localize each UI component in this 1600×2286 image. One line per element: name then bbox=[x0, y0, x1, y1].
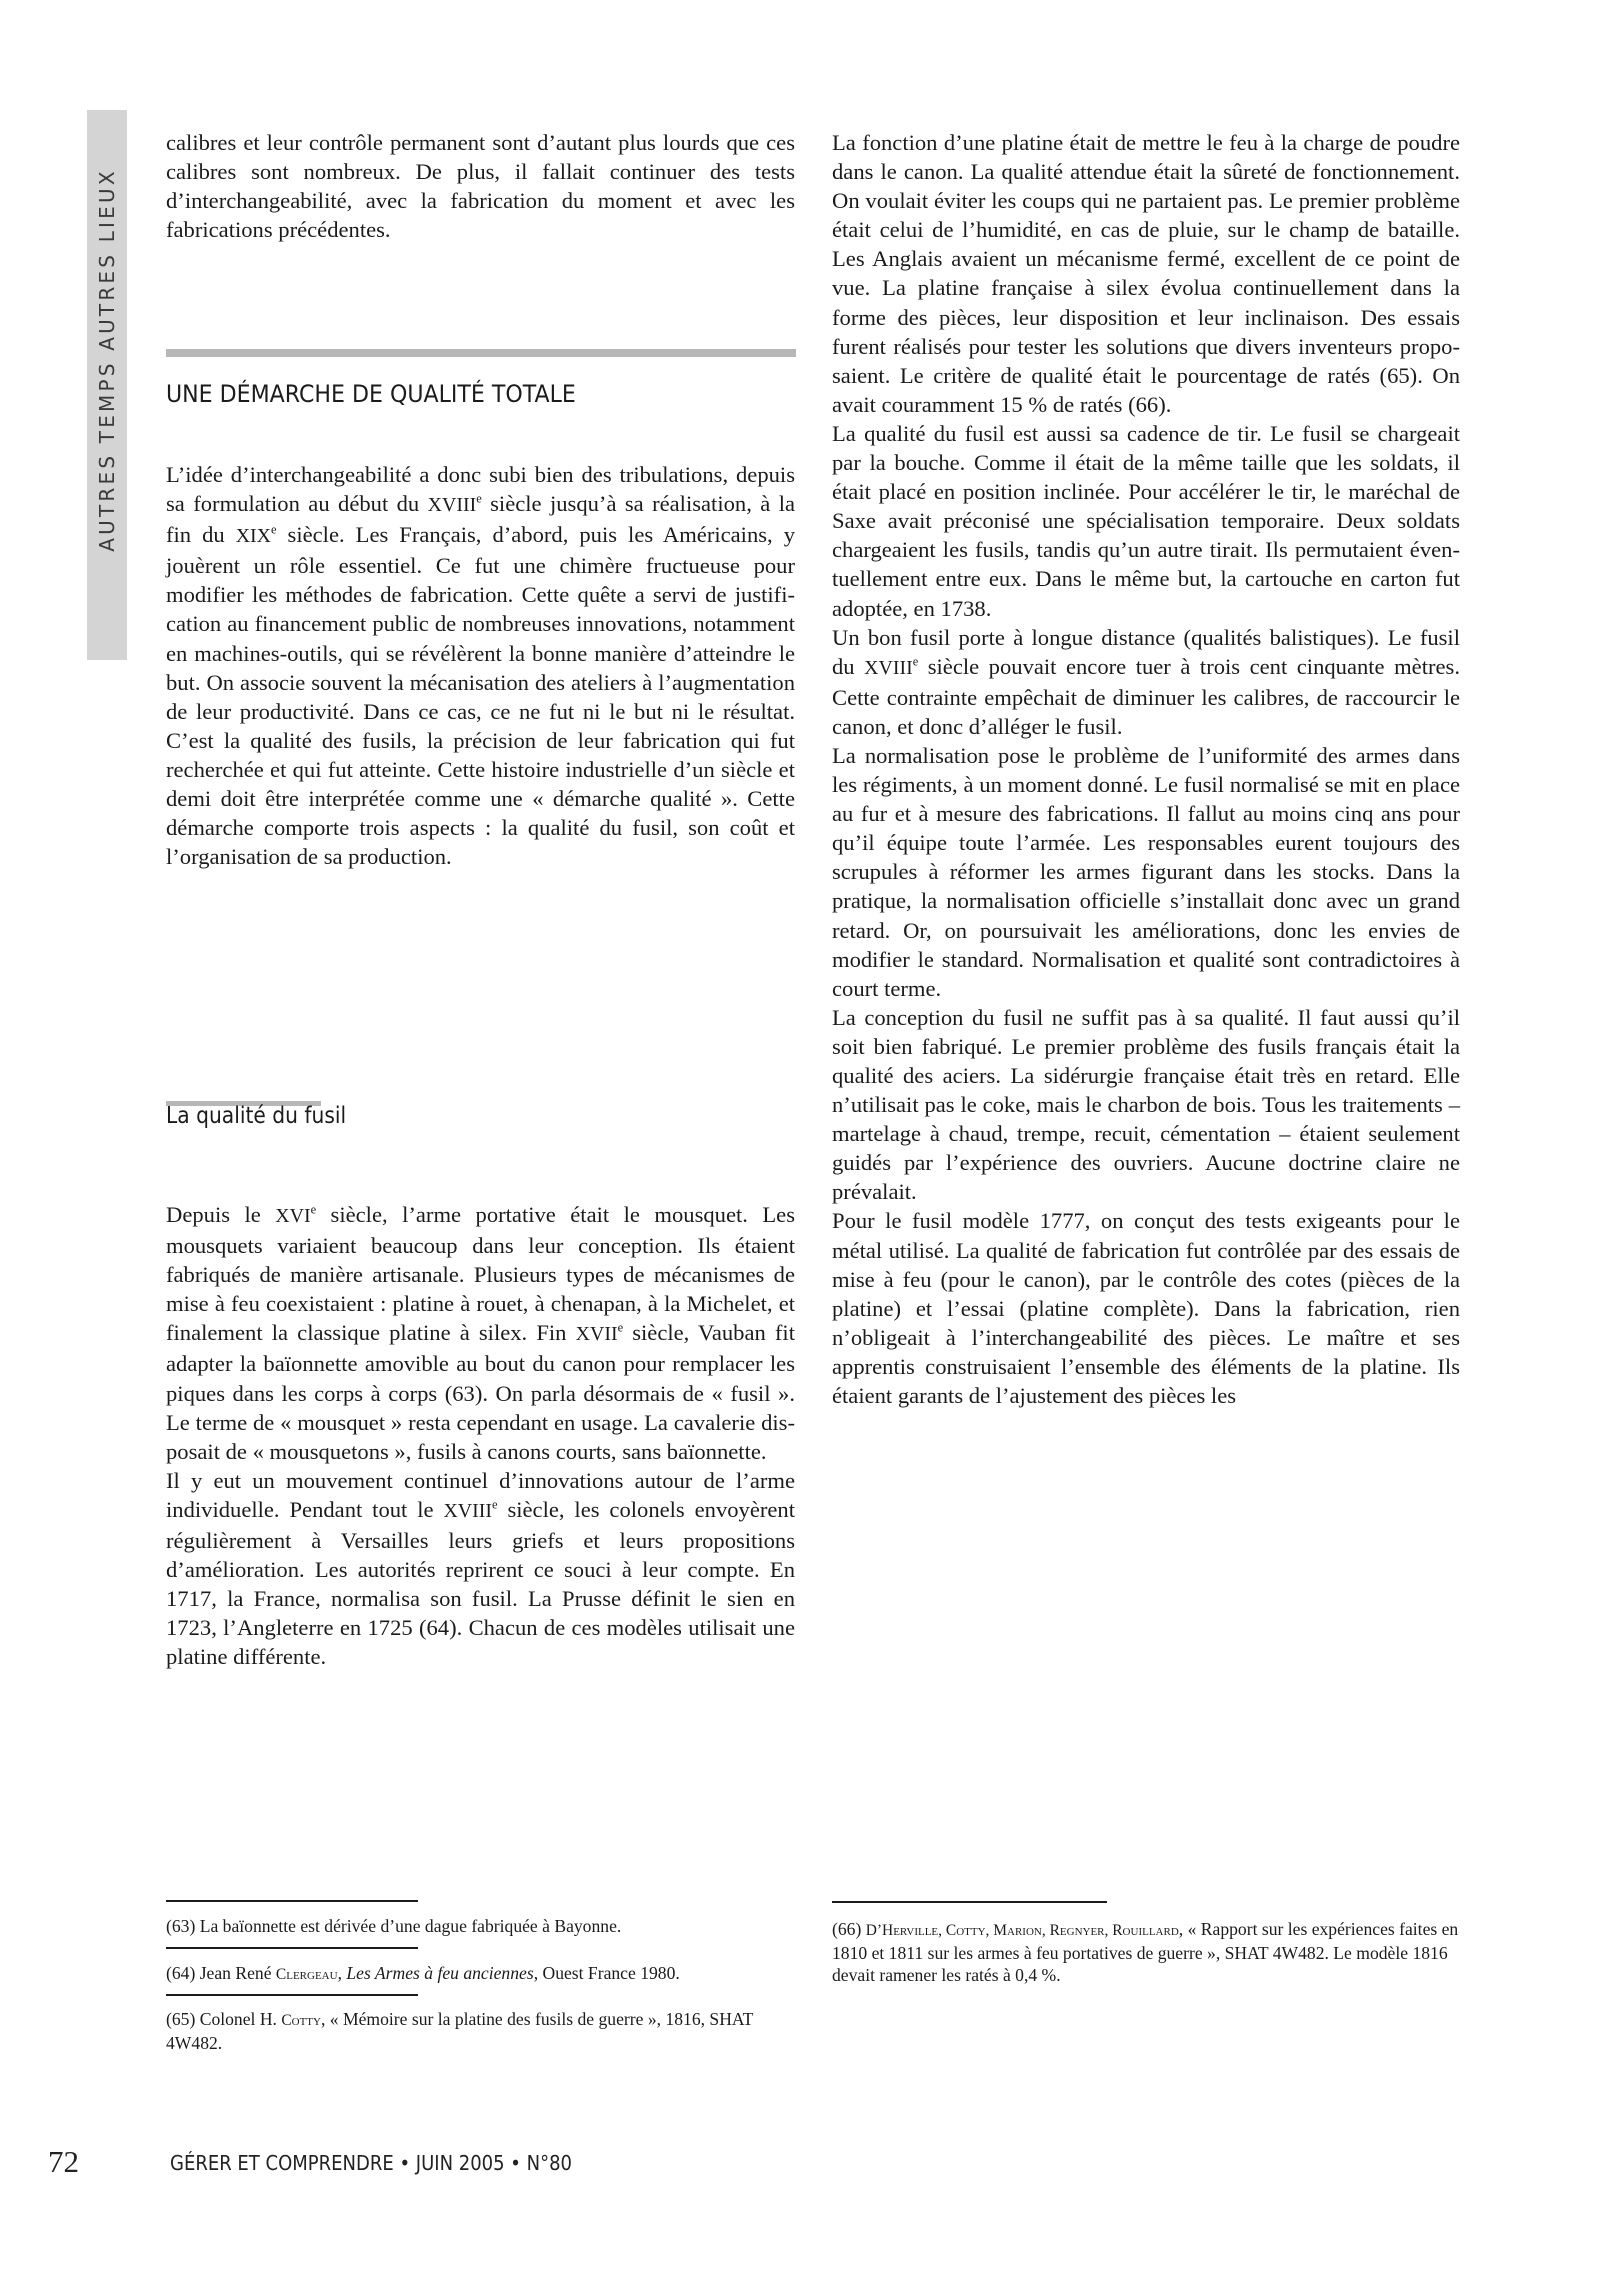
text-run: L’idée d’interchangeabilité a donc subi bien des tribulations, depuis sa formulation au début du bbox=[166, 462, 795, 517]
paragraph-mousquet bbox=[166, 1200, 795, 1466]
text-run: , Ouest France 1980. bbox=[533, 1963, 680, 1983]
text-run: (66) bbox=[832, 1919, 866, 1939]
paragraph-cadence: La qualité du fusil est aussi sa cadence de tir. Le fusil se chargeait par la bouche. Comme il était de la même taille que les soldats, il était placé en position inclinée. Pour accélérer le tir, le maréchal de Saxe avait préconisé une spécialisation temporaire. Deux soldats chargeaient les fusils, tandis qu’un autre tirait. Ils permutaient éventuellement entre eux. Dans le même but, la cartouche en carton fut adoptée, en 1738. bbox=[832, 420, 1460, 621]
text-run: siècle jusqu’à sa réalisation, à la fin du bbox=[166, 491, 795, 548]
paragraph-normalisation: La normalisation pose le problème de l’uniformité des armes dans les régiments, à un moment donné. Le fusil normalisé se mit en place au fur et à mesure des fabrications. Il fallut au moins cinq ans pour qu’il équipe toute l’armée. Les responsables eurent toujours des scrupules à réformer les armes figurant dans les stocks. Dans la pratique, la normalisation officielle s’installait donc avec un grand retard. Or, on poursuivait les améliorations, donc les envies de modifier le standard. Normalisation et qualité sont contradictoires à court terme. bbox=[832, 742, 1460, 1001]
section-rule bbox=[166, 349, 796, 357]
century-numeral: XVIII bbox=[427, 494, 477, 517]
running-head: AUTRES TEMPS AUTRES LIEUX bbox=[95, 168, 119, 552]
left-column-section bbox=[166, 460, 795, 871]
century-numeral: XVIII bbox=[864, 656, 913, 679]
text-run: Un bon fusil porte à longue distance (qualités balistiques). Le fusil du bbox=[832, 624, 1460, 679]
footnote-underline bbox=[166, 1947, 418, 1949]
author-names: D’Herville, Cotty, Marion, Regnyer, Rouillard bbox=[865, 1922, 1179, 1939]
book-title: Les Armes à feu anciennes bbox=[346, 1963, 534, 1983]
text-run: , bbox=[337, 1963, 347, 1983]
text-run: siècle, Vauban fit adapter la baïonnette amovible au bout du canon pour remplacer les piques dans les corps à corps (63). On parla désormais de « fusil ». Le terme de « mousquet » resta cependant en usage. La cavalerie disposait de « mousquetons », fusils à canons courts, sans baïonnette. bbox=[166, 1320, 795, 1464]
author-name: Cotty bbox=[281, 2012, 321, 2029]
superscript: e bbox=[492, 1497, 498, 1512]
text-run: , « Rapport sur les expériences faites en 1810 et 1811 sur les armes à feu portatives de guerre », SHAT 4W482. Le modèle 1816 devait ramener les ratés à 0,4 %. bbox=[832, 1919, 1459, 1985]
left-column-intro bbox=[166, 128, 795, 244]
paragraph-interchangeabilite bbox=[166, 460, 795, 871]
superscript: e bbox=[271, 522, 277, 537]
footnote-65 bbox=[166, 2008, 796, 2054]
text-run: siècle, les colonels envoyèrent régulièrement à Versailles leurs griefs et leurs propositions d’amélioration. Les autorités reprirent ce souci à leur compte. En 1717, la France, normalisa son fusil. La Prusse définit le sien en 1723, l’Angleterre en 1725 (64). Chacun de ces modèles utilisait une platine différente. bbox=[166, 1496, 795, 1670]
text-run: siècle, l’arme portative était le mousquet. Les mousquets variaient beaucoup dans leur conception. Ils étaient fabriqués de manière artisanale. Plusieurs types de mécanismes de mise à feu coexistaient : platine à rouet, à chenapan, à la Michelet, et finalement la classique platine à silex. Fin bbox=[166, 1202, 795, 1346]
century-numeral: XVI bbox=[275, 1205, 311, 1227]
paragraph-1777: Pour le fusil modèle 1777, on conçut des tests exigeants pour le métal utilisé. La qualité de fabrication fut contrôlée par des essais de mise à feu (pour le canon), par le contrôle des cotes (pièces de la platine) et l’essai (platine complète). Dans la fabrication, rien n’obligeait à l’interchangeabilité des pièces. Le maître et ses apprentis construisaient l’ensemble des éléments de la platine. Ils étaient garants de l’ajustement des pièces les bbox=[832, 1208, 1460, 1409]
subheading: La qualité du fusil bbox=[166, 1103, 347, 1129]
text-run: Il y eut un mouvement continuel d’innovations autour de l’arme individuelle. Pendant tout le bbox=[166, 1467, 795, 1522]
paragraph-portee bbox=[832, 623, 1460, 741]
superscript: e bbox=[617, 1320, 624, 1335]
footnote-underline bbox=[166, 1994, 418, 1996]
footnote-separator-right bbox=[832, 1901, 1107, 1903]
footnote-text bbox=[832, 1918, 1462, 1986]
author-name: Clergeau bbox=[275, 1966, 338, 1983]
footnote-text bbox=[166, 2008, 796, 2054]
section-heading: UNE DÉMARCHE DE QUALITÉ TOTALE bbox=[166, 380, 576, 408]
text-run: Depuis le bbox=[166, 1202, 276, 1227]
text-run: (65) Colonel H. bbox=[166, 2009, 282, 2029]
left-column-subsection bbox=[166, 1200, 795, 1672]
century-numeral: XVIII bbox=[443, 1499, 493, 1522]
footnote-66 bbox=[832, 1918, 1462, 1986]
text-run: , « Mémoire sur la platine des fusils de guerre », 1816, SHAT 4W482. bbox=[166, 2009, 754, 2053]
text-run: (64) Jean René bbox=[166, 1963, 276, 1983]
superscript: e bbox=[912, 654, 919, 668]
right-column bbox=[832, 128, 1460, 1410]
page-number: 72 bbox=[48, 2144, 79, 2179]
text-run: siècle pouvait encore tuer à trois cent cinquante mètres. Cette contrainte empêchait de diminuer les calibres, de raccourcir le canon, et donc d’alléger le fusil. bbox=[832, 653, 1460, 739]
journal-footer: GÉRER ET COMPRENDRE • JUIN 2005 • N°80 bbox=[170, 2151, 573, 2175]
paragraph-platine: La fonction d’une platine était de mettre le feu à la charge de poudre dans le canon. La qualité attendue était la sûreté de fonctionnement. On voulait éviter les coups qui ne partaient pas. Le premier problème était celui de l’humidité, en cas de pluie, sur le champ de bataille. Les Anglais avaient un mécanisme fermé, excellent de ce point de vue. La platine française à silex évolua continuellement dans la forme des pièces, leur disposition et leur inclinaison. Des essais furent réalisés pour tester les solutions que divers inventeurs proposaient. Le critère de qualité était le pourcentage de ratés (65). On avait couramment 15 % de ratés (66). bbox=[832, 130, 1460, 417]
footnote-64 bbox=[166, 1962, 796, 1986]
paragraph-innovations bbox=[166, 1466, 795, 1672]
paragraph-conception: La conception du fusil ne suffit pas à sa qualité. Il faut aussi qu’il soit bien fabriqué. Le premier problème des fusils français était la qualité des aciers. La sidérurgie française était très en retard. Elle n’utilisait pas le coke, mais le charbon de bois. Tous les traitements – martelage à chaud, trempe, recuit, cémentation – étaient seulement guidés par l’expérience des ouvriers. Aucune doctrine claire ne prévalait. bbox=[832, 1004, 1460, 1205]
footnote-separator-left bbox=[166, 1900, 418, 1902]
century-numeral: XIX bbox=[235, 525, 272, 548]
text-run: siècle. Les Français, d’abord, puis les Américains, y jouèrent un rôle essentiel. Ce fut une chimère fructueuse pour modifier les méthodes de fabrication. Cette quête a servi de justification au financement public de nombreuses innovations, notamment en machines-outils, qui se révélèrent la bonne manière d’atteindre le but. On associe souvent la mécanisation des ateliers à l’augmentation de leur productivité. Dans ce cas, ce ne fut ni le but ni le résultat. C’est la qualité des fusils, la précision de leur fabrication qui fut recherchée et qui fut atteinte. Cette histoire industrielle d’un siècle et demi doit être interprétée comme une « démarche qualité ». Cette démarche comporte trois aspects : la qualité du fusil, son coût et l’organisation de sa production. bbox=[166, 522, 795, 870]
footnote-text bbox=[166, 1962, 796, 1986]
superscript: e bbox=[310, 1202, 317, 1217]
century-numeral: XVII bbox=[575, 1323, 618, 1346]
footnote-63 bbox=[166, 1915, 796, 1937]
superscript: e bbox=[476, 491, 482, 506]
footnote-text: (63) La baïonnette est dérivée d’une dague fabriquée à Bayonne. bbox=[166, 1916, 622, 1936]
paragraph-intro: calibres et leur contrôle permanent sont d’autant plus lourds que ces calibres sont nombreux. De plus, il fallait continuer des tests d’interchangeabilité, avec la fabrication du moment et avec les fabrications précédentes. bbox=[166, 130, 795, 243]
